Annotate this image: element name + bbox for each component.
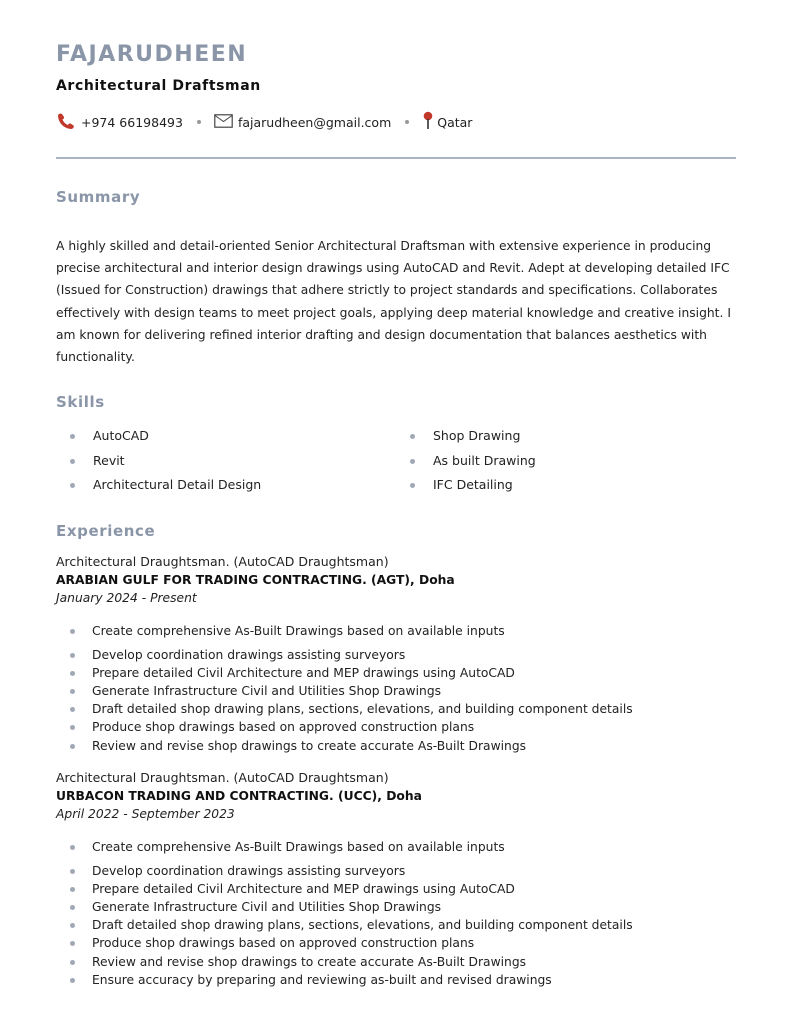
contact-email[interactable] [214, 114, 391, 131]
bullet-dot [70, 434, 75, 439]
contact-phone[interactable] [56, 112, 183, 133]
duty-list [56, 838, 736, 989]
skill-item [56, 473, 396, 498]
job-dates: April 2022 - September 2023 [56, 807, 235, 821]
duty-item [56, 862, 736, 880]
duty-item [56, 880, 736, 898]
duty-text: Ensure accuracy by preparing and reviewing as-built and revised drawings [92, 972, 552, 987]
map-pin-icon [422, 111, 434, 134]
skill-item [396, 449, 736, 474]
duty-item [56, 934, 736, 952]
duty-text: Prepare detailed Civil Architecture and MEP drawings using AutoCAD [92, 882, 515, 897]
skill-label: AutoCAD [93, 428, 149, 443]
duty-text: Review and revise shop drawings to create accurate As-Built Drawings [92, 954, 527, 969]
contact-separator [197, 120, 201, 124]
contact-bar [56, 112, 736, 132]
duty-item [56, 898, 736, 916]
duty-text: Generate Infrastructure Civil and Utilities Shop Drawings [92, 684, 442, 699]
skill-label: Architectural Detail Design [93, 477, 262, 492]
skill-label: Shop Drawing [433, 428, 521, 443]
email-address: fajarudheen@gmail.com [237, 114, 392, 130]
bullet-dot [70, 629, 75, 634]
contact-separator [405, 120, 409, 124]
bullet-dot [70, 483, 75, 488]
bullet-dot [70, 671, 75, 676]
duty-item [56, 700, 736, 718]
skills-list [56, 424, 736, 498]
duty-item [56, 664, 736, 682]
header-divider [56, 157, 736, 159]
skill-item [56, 449, 396, 474]
job-role: Architectural Draughtsman. (AutoCAD Draughtsman) [56, 770, 389, 785]
skills-heading: Skills [56, 393, 105, 411]
duty-text: Produce shop drawings based on approved construction plans [92, 720, 475, 735]
summary-heading: Summary [56, 188, 141, 206]
duty-item [56, 916, 736, 934]
duty-item [56, 622, 736, 640]
bullet-dot [70, 978, 75, 983]
duty-item [56, 718, 736, 736]
bullet-dot [410, 483, 415, 488]
bullet-dot [70, 887, 75, 892]
bullet-dot [70, 459, 75, 464]
location-text: Qatar [437, 114, 473, 130]
duty-item [56, 646, 736, 664]
job-entry-agt [56, 553, 736, 755]
bullet-dot [70, 707, 75, 712]
bullet-dot [70, 653, 75, 658]
job-company: ARABIAN GULF FOR TRADING CONTRACTING. (AGT), Doha [56, 573, 455, 587]
resume-page [56, 40, 736, 987]
duty-text: Generate Infrastructure Civil and Utilities Shop Drawings [92, 900, 442, 915]
skill-label: IFC Detailing [433, 477, 513, 492]
candidate-title: Architectural Draftsman [56, 78, 261, 94]
skill-item [56, 424, 396, 449]
duty-text: Draft detailed shop drawing plans, sections, elevations, and building component details [92, 702, 633, 717]
duty-text: Review and revise shop drawings to create accurate As-Built Drawings [92, 738, 527, 753]
job-role: Architectural Draughtsman. (AutoCAD Draughtsman) [56, 554, 389, 569]
job-dates: January 2024 - Present [56, 591, 197, 605]
phone-number: +974 66198493 [81, 114, 183, 130]
bullet-dot [70, 905, 75, 910]
duty-text: Develop coordination drawings assisting surveyors [92, 864, 406, 879]
duty-text: Draft detailed shop drawing plans, sections, elevations, and building component details [92, 918, 633, 933]
envelope-icon [214, 114, 233, 131]
duty-text: Prepare detailed Civil Architecture and MEP drawings using AutoCAD [92, 666, 515, 681]
job-entry-ucc [56, 769, 736, 989]
duty-item [56, 737, 736, 755]
bullet-dot [70, 941, 75, 946]
bullet-dot [70, 744, 75, 749]
duty-text: Create comprehensive As-Built Drawings based on available inputs [92, 624, 505, 638]
job-company: URBACON TRADING AND CONTRACTING. (UCC), Doha [56, 789, 422, 803]
skill-item [396, 424, 736, 449]
bullet-dot [70, 689, 75, 694]
duty-text: Create comprehensive As-Built Drawings based on available inputs [92, 840, 505, 854]
skill-label: As built Drawing [433, 452, 536, 468]
bullet-dot [70, 923, 75, 928]
bullet-dot [410, 459, 415, 464]
bullet-dot [70, 845, 75, 850]
duty-list [56, 622, 736, 755]
bullet-dot [410, 434, 415, 439]
bullet-dot [70, 869, 75, 874]
duty-item [56, 953, 736, 971]
duty-text: Produce shop drawings based on approved construction plans [92, 936, 475, 951]
skill-label: Revit [93, 452, 125, 468]
duty-item [56, 838, 736, 856]
contact-location [422, 111, 472, 134]
skill-item [396, 473, 736, 498]
phone-icon [56, 112, 76, 133]
bullet-dot [70, 725, 75, 730]
duty-item [56, 682, 736, 700]
summary-text: A highly skilled and detail-oriented Senior Architectural Draftsman with extensive experience in producing precise architectural and interior design drawings using AutoCAD and Revit. Adept at developing detailed IFC (Issued for Construction) drawings that adhere strictly to project standards and specifications. Collaborates effectively with design teams to meet project goals, applying deep material knowledge and creative insight. I am known for delivering refined interior drafting and design documentation that balances aesthetics with functionality. [56, 239, 731, 365]
bullet-dot [70, 960, 75, 965]
duty-item [56, 971, 736, 989]
duty-text: Develop coordination drawings assisting surveyors [92, 648, 406, 663]
experience-heading: Experience [56, 522, 156, 540]
candidate-name: FAJARUDHEEN [56, 42, 248, 67]
